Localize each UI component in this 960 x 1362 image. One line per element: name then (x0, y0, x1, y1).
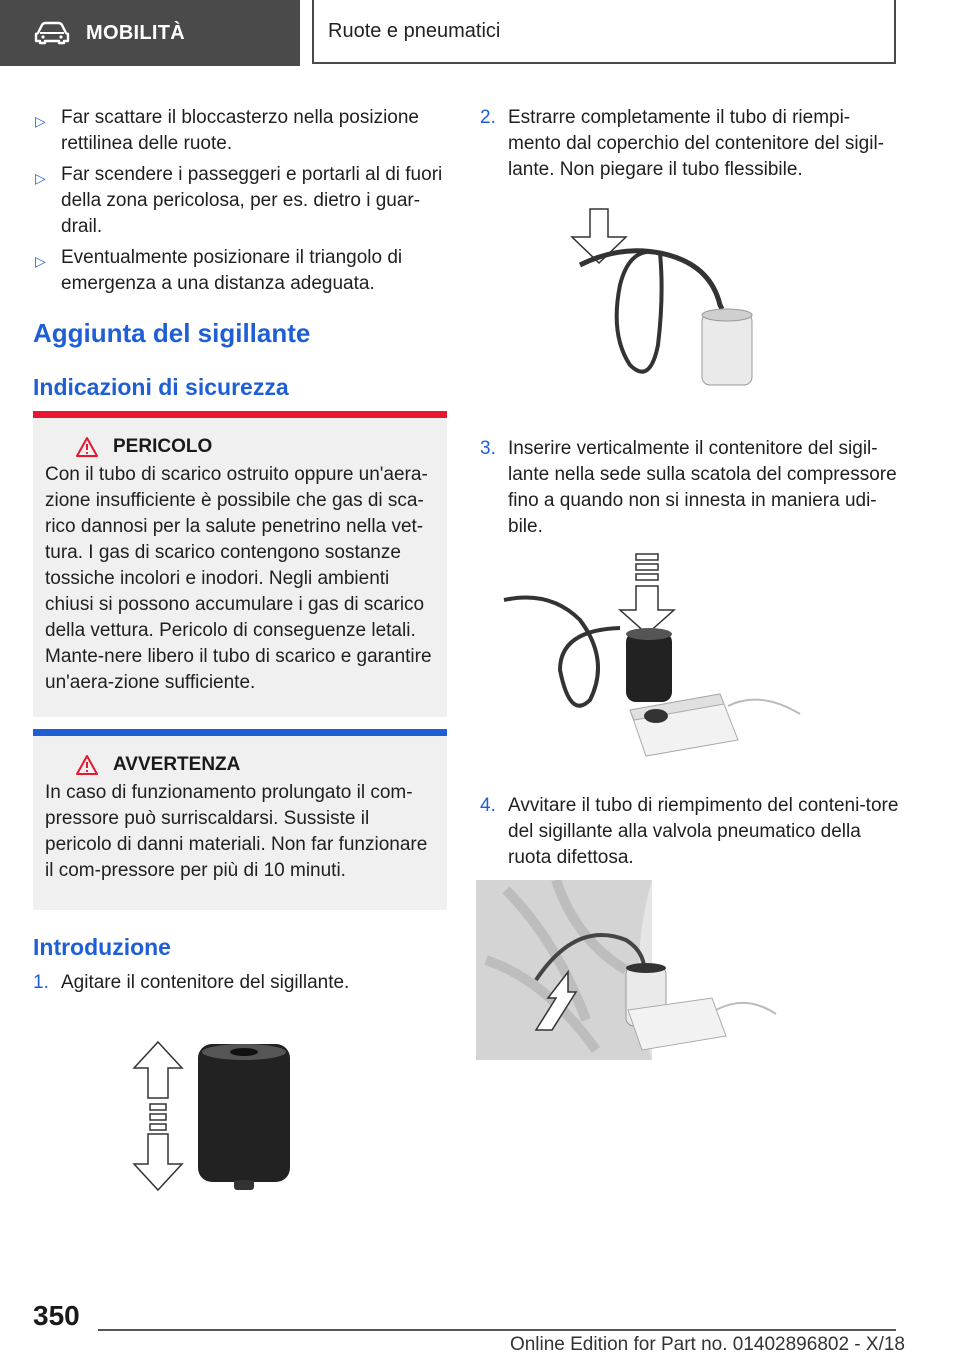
warning-triangle-icon (75, 754, 99, 776)
bullet-item (33, 105, 443, 157)
car-icon (34, 21, 70, 45)
page-number: 350 (33, 1300, 80, 1331)
warning-triangle-icon (75, 436, 99, 458)
connect-wheel-illustration (476, 880, 806, 1060)
step-2 (480, 105, 900, 183)
danger-text: Con il tubo di scarico ostruito oppure un'aera-zione insufficiente è possibile che gas di sca-rico dannosi per la salute penetrino nella vet-tura. I gas di scarico contengono sostanze tossiche incolori e inodori. Negli ambienti chiusi si possono accumulare i gas di scarico della vettura. Pericolo di conseguenze letali. Mante-nere libero il tubo di scarico e garantire un'aera-zione sufficiente. (45, 464, 432, 693)
header-section-tab[interactable] (0, 0, 300, 66)
intro-heading: Introduzione (33, 934, 171, 960)
warning-box (33, 729, 447, 910)
footer-edition: Online Edition for Part no. 01402896802 - X/18 (509, 1334, 905, 1355)
step-number: 2. (480, 107, 496, 128)
bullet-text: Far scendere i passeggeri e portarli al di fuori della zona pericolosa, per es. dietro i guar-drail. (61, 164, 443, 237)
danger-title: PERICOLO (113, 436, 213, 457)
bullet-text: Eventualmente posizionare il triangolo di emergenza a una distanza adeguata. (61, 247, 403, 294)
shake-container-illustration (130, 1040, 310, 1200)
bullet-triangle-icon: ▷ (35, 170, 46, 186)
bullet-item (33, 162, 443, 240)
bullet-triangle-icon: ▷ (35, 113, 46, 129)
section-title: MOBILITÀ (86, 21, 186, 44)
footer-divider (98, 1329, 896, 1331)
insert-container-illustration (500, 550, 810, 760)
bullet-item (33, 245, 443, 297)
extract-hose-illustration (560, 205, 770, 395)
step-number: 3. (480, 438, 496, 459)
bullet-text: Far scattare il bloccasterzo nella posizione rettilinea delle ruote. (61, 107, 420, 154)
header-chapter-tab[interactable] (312, 0, 896, 64)
step-number: 1. (33, 972, 49, 993)
step-1 (33, 970, 443, 996)
step-3 (480, 436, 900, 540)
warning-title: AVVERTENZA (113, 754, 241, 775)
chapter-title: Ruote e pneumatici (328, 19, 501, 42)
danger-box (33, 411, 447, 717)
step-4 (480, 793, 900, 871)
step-text: Estrarre completamente il tubo di riempi-mento dal coperchio del contenitore del sigil-lante. Non piegare il tubo flessibile. (508, 107, 884, 180)
subsection-heading: Indicazioni di sicurezza (33, 374, 289, 400)
section-heading: Aggiunta del sigillante (33, 318, 311, 348)
step-text: Avvitare il tubo di riempimento del conteni-tore del sigillante alla valvola pneumatico della ruota difettosa. (508, 795, 899, 868)
bullet-triangle-icon: ▷ (35, 253, 46, 269)
step-text: Inserire verticalmente il contenitore del sigil-lante nella sede sulla scatola del compressore fino a quando non si innesta in maniera udi-bile. (508, 438, 897, 537)
step-text: Agitare il contenitore del sigillante. (61, 972, 350, 993)
warning-text: In caso di funzionamento prolungato il com-pressore può surriscaldarsi. Sussiste il pericolo di danni materiali. Non far funzionare il com-pressore per più di 10 minuti. (45, 782, 428, 881)
step-number: 4. (480, 795, 496, 816)
